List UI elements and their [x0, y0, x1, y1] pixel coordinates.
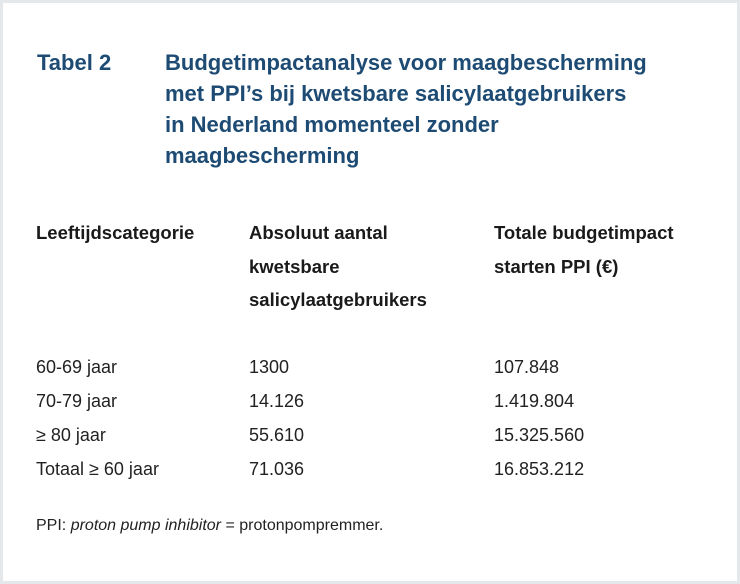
- cell-age: 70-79 jaar: [36, 391, 118, 411]
- cell-budget: 107.848: [494, 357, 560, 377]
- cell-count: 1300: [249, 357, 290, 377]
- table-footnote: [36, 515, 383, 537]
- footnote-term: proton pump inhibitor: [70, 517, 221, 534]
- cell-count: 55.610: [249, 425, 305, 445]
- column-header-age: [36, 216, 194, 250]
- table-row: [3, 384, 737, 418]
- table-row: [3, 418, 737, 452]
- column-header-line: Absoluut aantal: [249, 222, 388, 243]
- cell-count: 14.126: [249, 391, 305, 411]
- cell-age: ≥ 80 jaar: [36, 425, 106, 445]
- column-header-line: kwetsbare: [249, 255, 340, 277]
- table-label: Tabel 2: [37, 50, 112, 75]
- cell-age: Totaal ≥ 60 jaar: [36, 459, 159, 479]
- column-header-budget: [494, 216, 674, 283]
- cell-age: 60-69 jaar: [36, 357, 118, 377]
- cell-budget: 15.325.560: [494, 425, 585, 445]
- column-header-line: Leeftijdscategorie: [36, 222, 195, 243]
- table-row-total: [3, 452, 737, 486]
- column-header-line: starten PPI (€): [494, 255, 619, 277]
- column-header-line: Totale budgetimpact: [494, 222, 674, 243]
- footnote-definition: = protonpompremmer.: [225, 517, 384, 534]
- column-header-count: [249, 216, 427, 317]
- table-row: [3, 350, 737, 384]
- column-header-line: salicylaatgebruikers: [249, 289, 427, 310]
- cell-budget: 16.853.212: [494, 459, 585, 479]
- table-title-line: in Nederland momenteel zonder: [165, 112, 499, 137]
- table-title-line: Budgetimpactanalyse voor maagbescherming: [165, 50, 647, 75]
- table-title-line: maagbescherming: [165, 143, 360, 168]
- footnote-abbreviation: PPI:: [36, 517, 67, 534]
- cell-budget: 1.419.804: [494, 391, 575, 411]
- table-title-line: met PPI’s bij kwetsbare salicylaatgebruikers: [165, 81, 627, 106]
- cell-count: 71.036: [249, 459, 305, 479]
- table-title: [165, 47, 725, 171]
